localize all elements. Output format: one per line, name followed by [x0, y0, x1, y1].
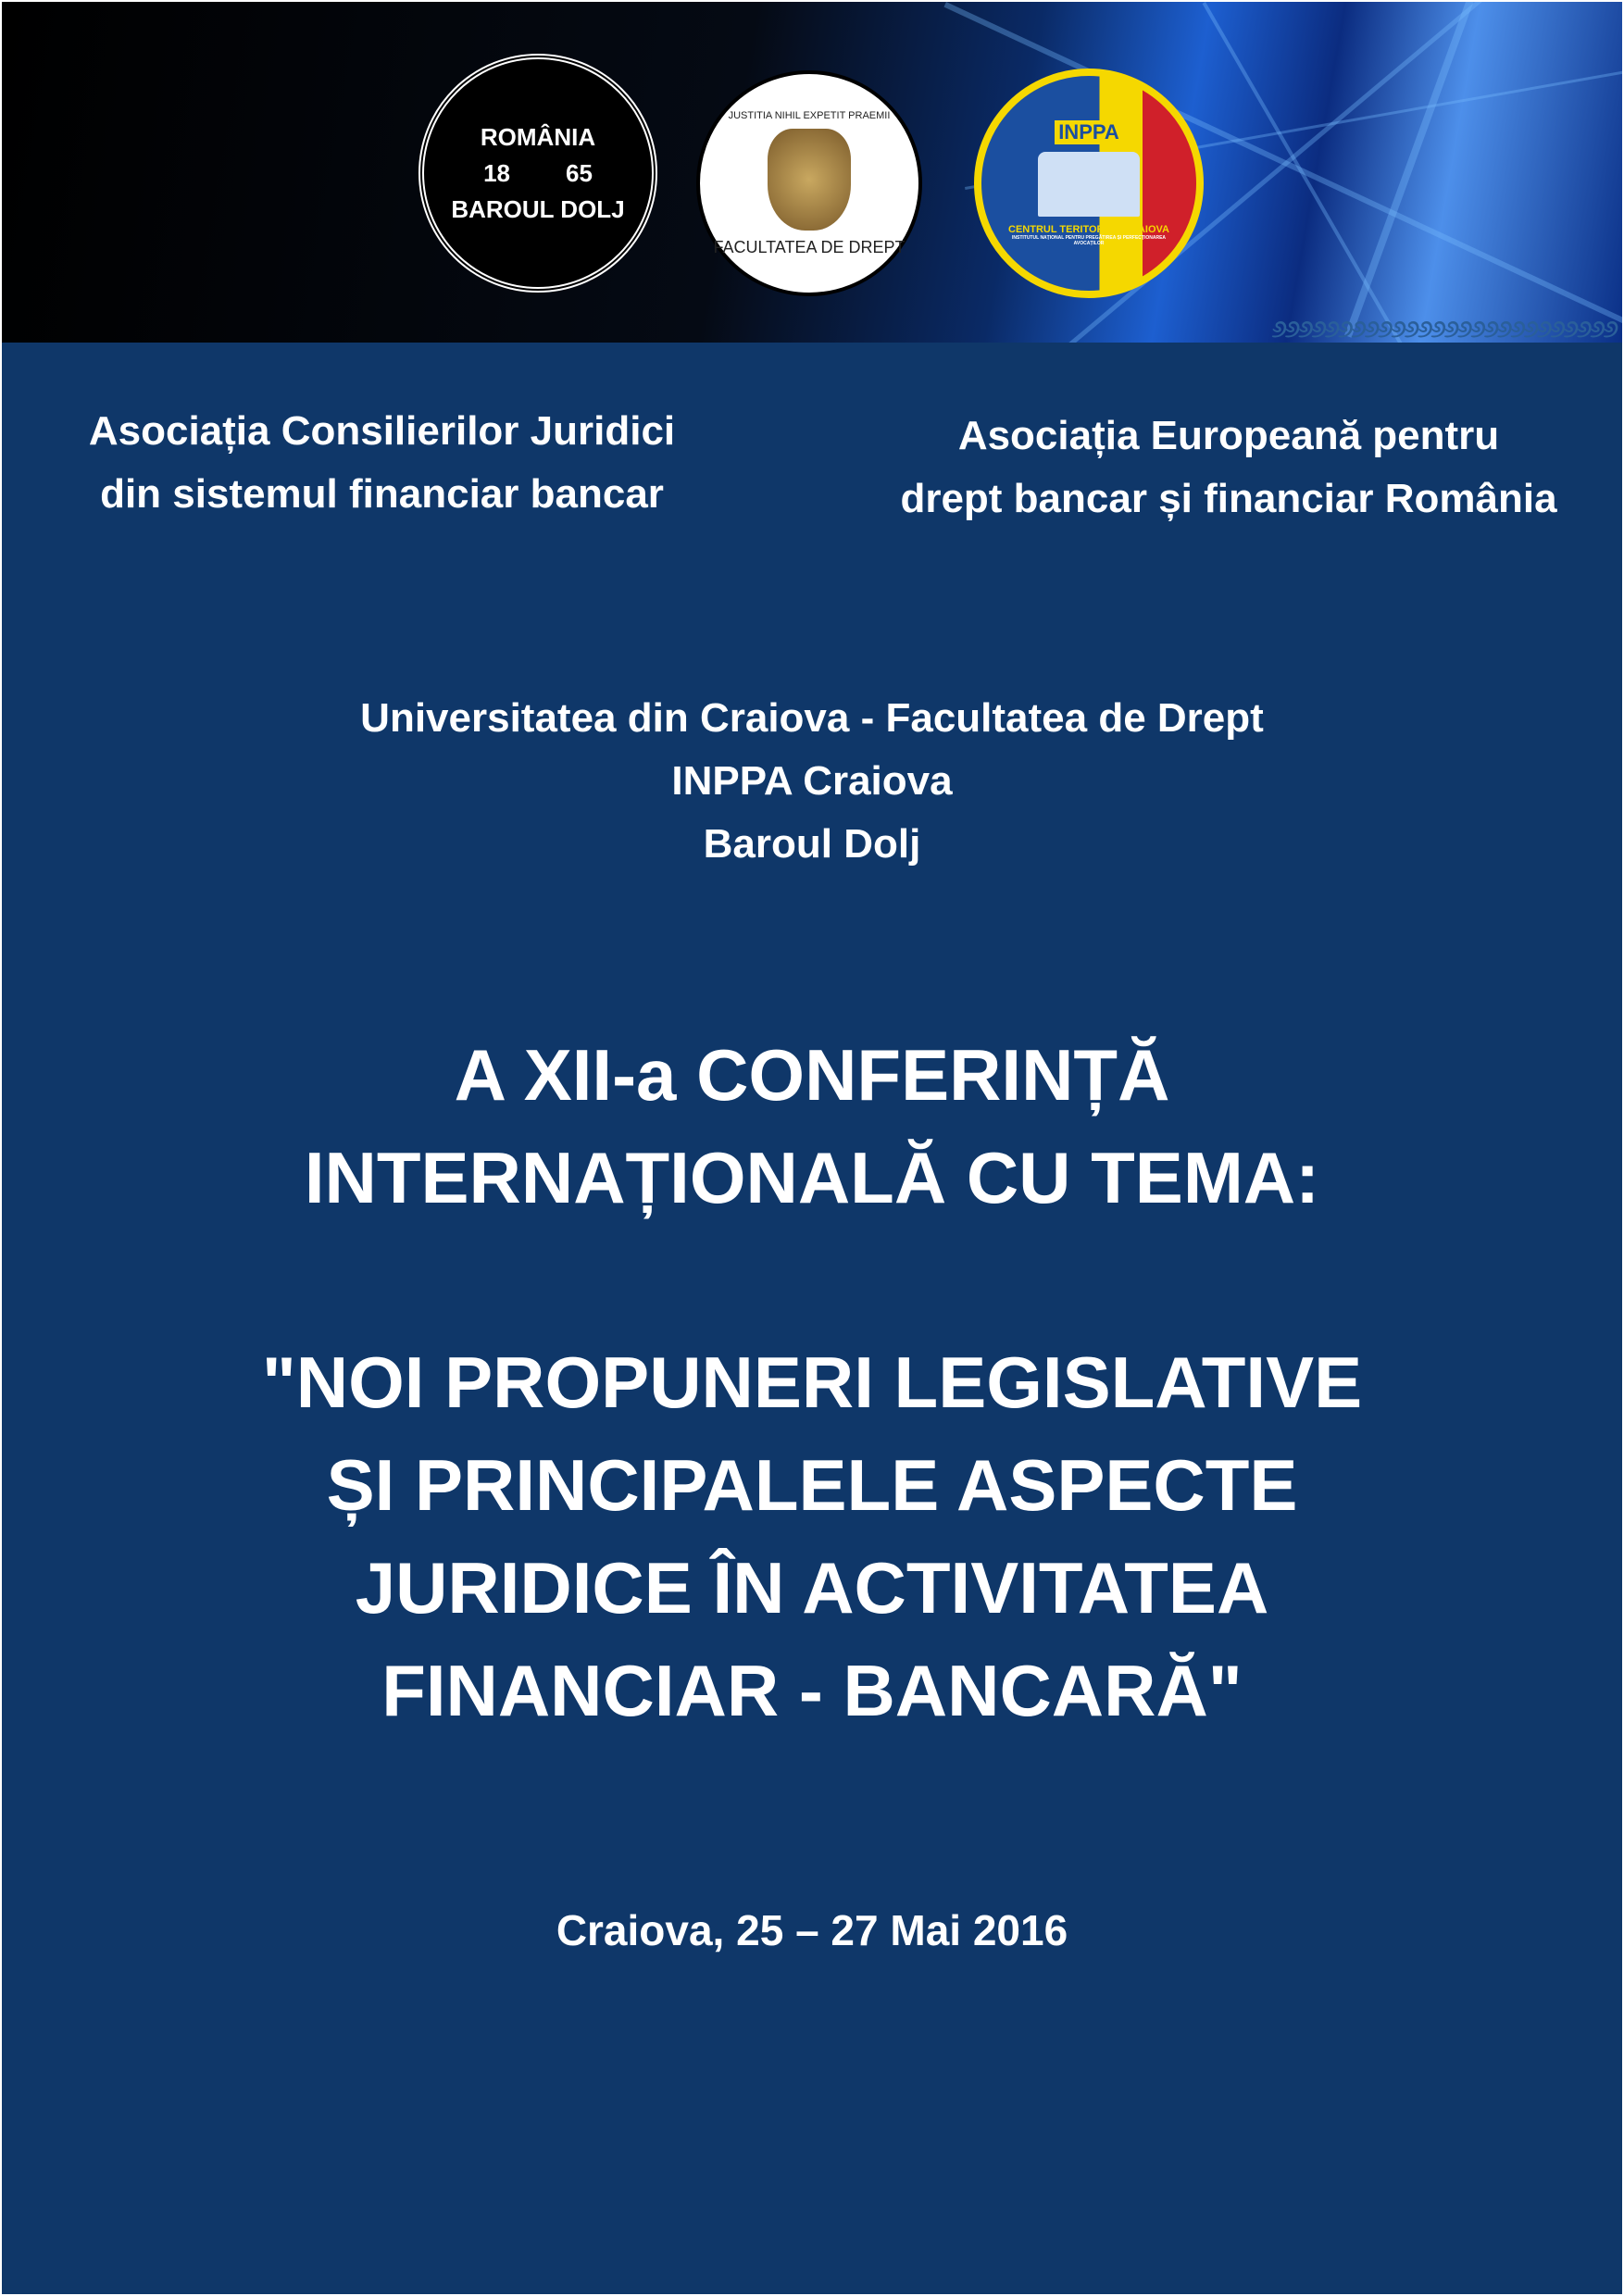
theme-line: FINANCIAR - BANCARĂ"	[381, 1650, 1243, 1731]
heading-line: A XII-a CONFERINȚĂ	[454, 1034, 1170, 1116]
logo-text: INSTITUTUL NAȚIONAL PENTRU PREGĂTIREA ȘI PERFECȚIONAREA AVOCAȚILOR	[1011, 235, 1167, 246]
theme-line: ȘI PRINCIPALELE ASPECTE	[326, 1444, 1298, 1526]
association-right	[852, 405, 1605, 530]
facultatea-de-drept-logo	[696, 70, 922, 296]
association-line: Asociația Consilierilor Juridici	[88, 408, 676, 454]
association-line: Asociația Europeană pentru	[957, 413, 1500, 458]
heading-line: INTERNAȚIONALĂ CU TEMA:	[304, 1137, 1320, 1218]
association-left	[37, 400, 727, 526]
association-line: din sistemul financiar bancar	[100, 471, 664, 517]
conference-date: Craiova, 25 – 27 Mai 2016	[556, 1906, 1068, 1954]
association-line: drept bancar și financiar România	[900, 476, 1557, 521]
header-banner	[2, 2, 1622, 343]
logo-text: FACULTATEA DE DREPT	[713, 237, 906, 256]
logo-text: ROMÂNIA	[480, 122, 596, 151]
theme-line: JURIDICE ÎN ACTIVITATEA	[355, 1547, 1269, 1628]
inppa-logo	[974, 69, 1204, 298]
theme-line: "NOI PROPUNERI LEGISLATIVE	[261, 1341, 1363, 1423]
decorative-chain: ୬୬୬୬୬୬୬୬୬୬୬୬୬୬୬୬୬୬୬୬୬୬୬୬୬୬	[1271, 315, 1617, 343]
logo-text: 65	[566, 158, 593, 187]
logo-text: BAROUL DOLJ	[451, 194, 625, 223]
organizer-line: Universitatea din Craiova - Facultatea de Drept	[360, 695, 1264, 741]
baroul-dolj-logo	[418, 54, 657, 293]
conference-heading	[0, 1024, 1624, 1229]
book-icon	[1038, 152, 1140, 217]
coat-of-arms-icon	[768, 129, 851, 231]
logo-text: JUSTITIA NIHIL EXPETIT PRAEMII	[728, 109, 891, 121]
organizer-line: Baroul Dolj	[703, 821, 921, 867]
logo-text: INPPA	[1055, 120, 1123, 144]
organizers	[0, 687, 1624, 876]
logo-text: CENTRUL TERITORIAL CRAIOVA	[1008, 224, 1169, 235]
conference-theme	[0, 1331, 1624, 1742]
logo-text: 18	[483, 158, 510, 187]
organizer-line: INPPA Craiova	[671, 758, 953, 804]
